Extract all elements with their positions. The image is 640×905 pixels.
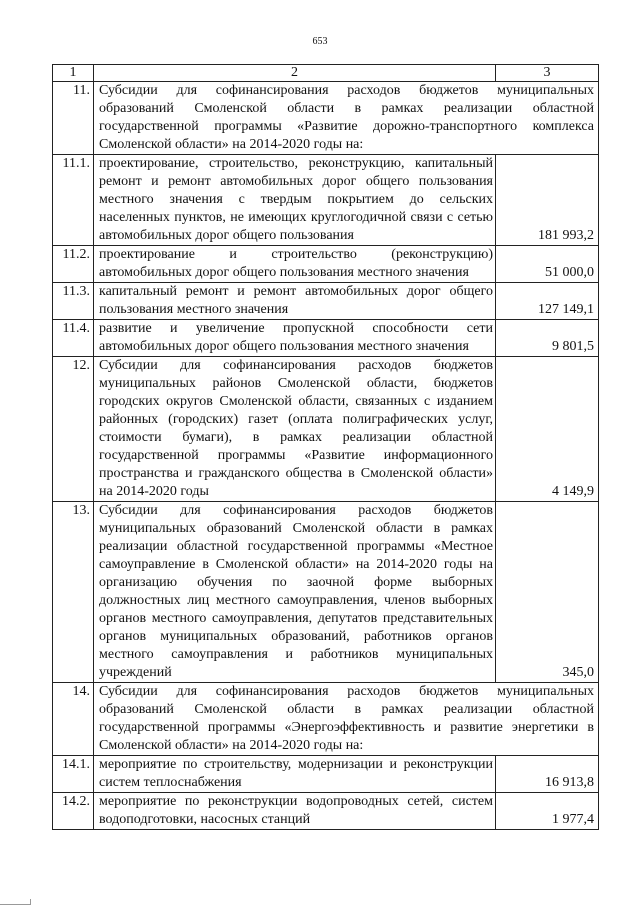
row-amount: 16 913,8 [496,756,599,793]
row-description: мероприятие по реконструкции водопроводных сетей, систем водоподготовки, насосных станций [94,793,496,830]
row-number: 13. [53,502,94,683]
row-description: проектирование и строительство (реконструкцию) автомобильных дорог общего пользования местного значения [94,246,496,283]
column-header-number: 1 [53,65,94,82]
table-row [53,793,599,830]
row-number: 11.3. [53,283,94,320]
table-row [53,82,599,155]
column-header-amount: 3 [496,65,599,82]
row-description: Субсидии для софинансирования расходов бюджетов муниципальных образований Смоленской области в рамках реализации областной государственной программы «Энергоэффективность и развитие энергетики в Смоленской области» на 2014-2020 годы на: [94,683,599,756]
table-row [53,283,599,320]
table-row [53,357,599,502]
row-number: 11.2. [53,246,94,283]
corner-mark-tick [30,899,31,905]
table-header-row [53,65,599,82]
page-number: 653 [312,36,328,47]
row-amount: 51 000,0 [496,246,599,283]
row-amount: 9 801,5 [496,320,599,357]
row-number: 11.1. [53,155,94,246]
row-number: 14. [53,683,94,756]
row-number: 11.4. [53,320,94,357]
table-row [53,320,599,357]
table-row [53,756,599,793]
table-row [53,246,599,283]
row-number: 14.2. [53,793,94,830]
row-description: Субсидии для софинансирования расходов бюджетов муниципальных образований Смоленской области в рамках реализации областной государственной программы «Местное самоуправление в Смоленской области» на 2014-2020 годы на организацию обучения по заочной форме выборных должностных лиц местного самоуправления, членов выборных органов местного самоуправления, депутатов представительных органов муниципальных образований, работников органов местного самоуправления и работников муниципальных учреждений [94,502,496,683]
row-description: Субсидии для софинансирования расходов бюджетов муниципальных образований Смоленской области в рамках реализации областной государственной программы «Развитие дорожно-транспортного комплекса Смоленской области» на 2014-2020 годы на: [94,82,599,155]
row-description: развитие и увеличение пропускной способности сети автомобильных дорог общего пользования местного значения [94,320,496,357]
row-number: 14.1. [53,756,94,793]
table-row [53,502,599,683]
row-amount: 4 149,9 [496,357,599,502]
row-amount: 345,0 [496,502,599,683]
table-row [53,155,599,246]
table-row [53,683,599,756]
row-amount: 1 977,4 [496,793,599,830]
row-description: капитальный ремонт и ремонт автомобильных дорог общего пользования местного значения [94,283,496,320]
subsidies-table [52,64,599,830]
row-amount: 181 993,2 [496,155,599,246]
row-number: 12. [53,357,94,502]
row-description: проектирование, строительство, реконструкцию, капитальный ремонт и ремонт автомобильных дорог общего пользования местного значения с твердым покрытием до сельских населенных пунктов, не имеющих круглогодичной связи с сетью автомобильных дорог общего пользования [94,155,496,246]
row-amount: 127 149,1 [496,283,599,320]
column-header-description: 2 [94,65,496,82]
row-number: 11. [53,82,94,155]
row-description: мероприятие по строительству, модернизации и реконструкции систем теплоснабжения [94,756,496,793]
row-description: Субсидии для софинансирования расходов бюджетов муниципальных районов Смоленской области, бюджетов городских округов Смоленской области, связанных с изданием районных (городских) газет (оплата полиграфических услуг, стоимости бумаги), в рамках реализации областной государственной программы «Развитие информационного пространства и гражданского общества в Смоленской области» на 2014-2020 годы [94,357,496,502]
